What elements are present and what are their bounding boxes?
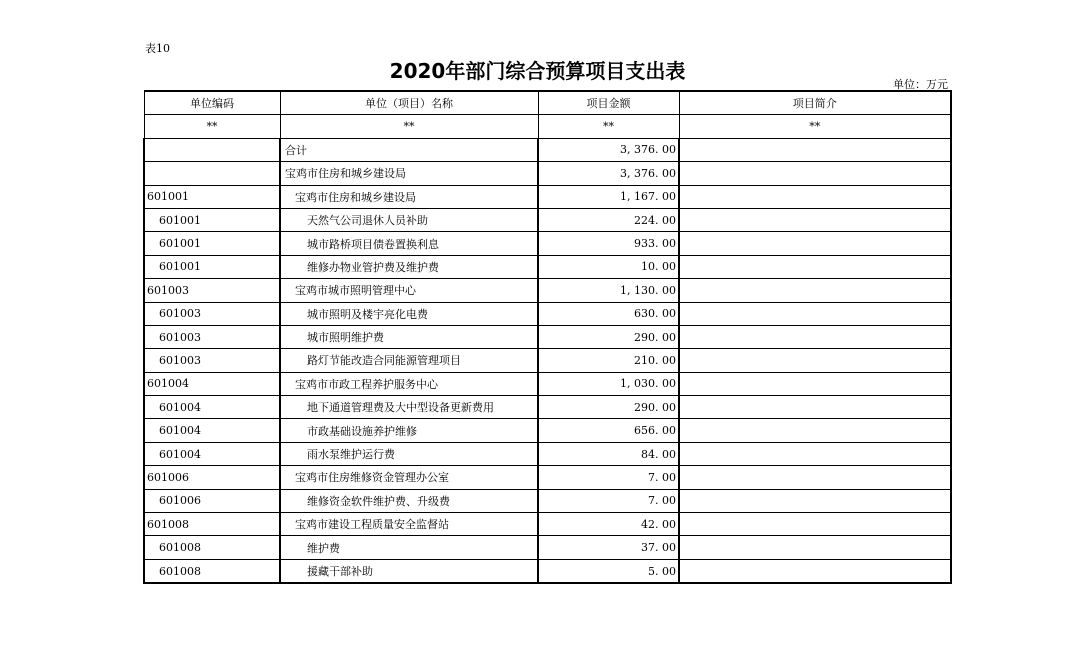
project-name-cell: 维修办物业管护费及维护费: [280, 255, 538, 278]
amount-cell: 630. 00: [538, 302, 679, 325]
project-name-cell: 雨水泵维护运行费: [280, 442, 538, 465]
page-title: 2020年部门综合预算项目支出表: [389, 59, 686, 83]
amount-cell: 933. 00: [538, 232, 679, 255]
table-header-row: [144, 91, 951, 115]
table-row: [144, 138, 951, 161]
project-name-cell: 宝鸡市城市照明管理中心: [280, 279, 538, 302]
table-row: [144, 489, 951, 512]
unit-code-cell: 601001: [144, 232, 280, 255]
unit-code-cell: 601008: [144, 513, 280, 536]
project-name-cell: 宝鸡市住房和城乡建设局: [280, 162, 538, 185]
description-cell: [679, 232, 951, 255]
table-row: [144, 185, 951, 208]
amount-cell: 224. 00: [538, 208, 679, 231]
column-header-code: 单位编码: [144, 91, 280, 115]
unit-code-cell: 601004: [144, 372, 280, 395]
unit-code-cell: 601003: [144, 349, 280, 372]
amount-cell: 1, 167. 00: [538, 185, 679, 208]
project-name-cell: 宝鸡市住房维修资金管理办公室: [280, 466, 538, 489]
unit-code-cell: 601003: [144, 279, 280, 302]
amount-cell: 3, 376. 00: [538, 138, 679, 161]
description-cell: [679, 419, 951, 442]
amount-cell: 3, 376. 00: [538, 162, 679, 185]
project-name-cell: 宝鸡市市政工程养护服务中心: [280, 372, 538, 395]
unit-code-cell: 601004: [144, 419, 280, 442]
description-cell: [679, 513, 951, 536]
project-name-cell: 天然气公司退休人员补助: [280, 208, 538, 231]
description-cell: [679, 489, 951, 512]
amount-cell: 290. 00: [538, 325, 679, 348]
unit-code-cell: 601001: [144, 185, 280, 208]
expenditure-table: [143, 90, 952, 584]
description-cell: [679, 536, 951, 559]
table-row: [144, 162, 951, 185]
table-row: [144, 349, 951, 372]
project-name-cell: 维护费: [280, 536, 538, 559]
column-header-name: 单位（项目）名称: [280, 91, 538, 115]
table-row: [144, 442, 951, 465]
amount-cell: 1, 130. 00: [538, 279, 679, 302]
table-row: [144, 513, 951, 536]
table-row: [144, 232, 951, 255]
project-name-cell: 城市照明及楼宇亮化电费: [280, 302, 538, 325]
unit-code-cell: 601001: [144, 255, 280, 278]
table-row: [144, 419, 951, 442]
unit-code-cell: 601004: [144, 396, 280, 419]
table-row: [144, 255, 951, 278]
amount-cell: 5. 00: [538, 559, 679, 583]
table-row: [144, 536, 951, 559]
project-name-cell: 宝鸡市建设工程质量安全监督站: [280, 513, 538, 536]
placeholder-cell: **: [538, 115, 679, 138]
amount-cell: 656. 00: [538, 419, 679, 442]
description-cell: [679, 349, 951, 372]
table-row: [144, 325, 951, 348]
project-name-cell: 合计: [280, 138, 538, 161]
column-header-description: 项目简介: [679, 91, 951, 115]
table-row: [144, 396, 951, 419]
description-cell: [679, 255, 951, 278]
placeholder-cell: **: [679, 115, 951, 138]
description-cell: [679, 466, 951, 489]
project-name-cell: 城市路桥项目债卷置换利息: [280, 232, 538, 255]
unit-code-cell: 601008: [144, 559, 280, 583]
description-cell: [679, 279, 951, 302]
project-name-cell: 地下通道管理费及大中型设备更新费用: [280, 396, 538, 419]
table-row: [144, 559, 951, 583]
description-cell: [679, 138, 951, 161]
project-name-cell: 维修资金软件维护费、升级费: [280, 489, 538, 512]
amount-cell: 210. 00: [538, 349, 679, 372]
amount-cell: 84. 00: [538, 442, 679, 465]
column-header-amount: 项目金额: [538, 91, 679, 115]
unit-code-cell: 601003: [144, 302, 280, 325]
description-cell: [679, 185, 951, 208]
table-row: [144, 208, 951, 231]
project-name-cell: 城市照明维护费: [280, 325, 538, 348]
amount-cell: 37. 00: [538, 536, 679, 559]
amount-cell: 7. 00: [538, 466, 679, 489]
description-cell: [679, 302, 951, 325]
amount-cell: 7. 00: [538, 489, 679, 512]
unit-code-cell: 601006: [144, 466, 280, 489]
unit-code-cell: 601006: [144, 489, 280, 512]
table-row: [144, 302, 951, 325]
amount-cell: 42. 00: [538, 513, 679, 536]
unit-code-cell: 601001: [144, 208, 280, 231]
description-cell: [679, 162, 951, 185]
table-row: [144, 372, 951, 395]
description-cell: [679, 396, 951, 419]
project-name-cell: 援藏干部补助: [280, 559, 538, 583]
description-cell: [679, 372, 951, 395]
project-name-cell: 路灯节能改造合同能源管理项目: [280, 349, 538, 372]
table-placeholder-row: [144, 115, 951, 138]
table-row: [144, 466, 951, 489]
amount-cell: 290. 00: [538, 396, 679, 419]
table-number-label: 表10: [145, 42, 170, 55]
amount-cell: 1, 030. 00: [538, 372, 679, 395]
amount-cell: 10. 00: [538, 255, 679, 278]
description-cell: [679, 442, 951, 465]
unit-code-cell: 601003: [144, 325, 280, 348]
unit-code-cell: 601004: [144, 442, 280, 465]
unit-code-cell: [144, 138, 280, 161]
unit-code-cell: 601008: [144, 536, 280, 559]
description-cell: [679, 325, 951, 348]
project-name-cell: 宝鸡市住房和城乡建设局: [280, 185, 538, 208]
table-row: [144, 279, 951, 302]
description-cell: [679, 559, 951, 583]
description-cell: [679, 208, 951, 231]
placeholder-cell: **: [280, 115, 538, 138]
unit-code-cell: [144, 162, 280, 185]
placeholder-cell: **: [144, 115, 280, 138]
project-name-cell: 市政基础设施养护维修: [280, 419, 538, 442]
unit-label: 单位：万元: [893, 78, 948, 91]
